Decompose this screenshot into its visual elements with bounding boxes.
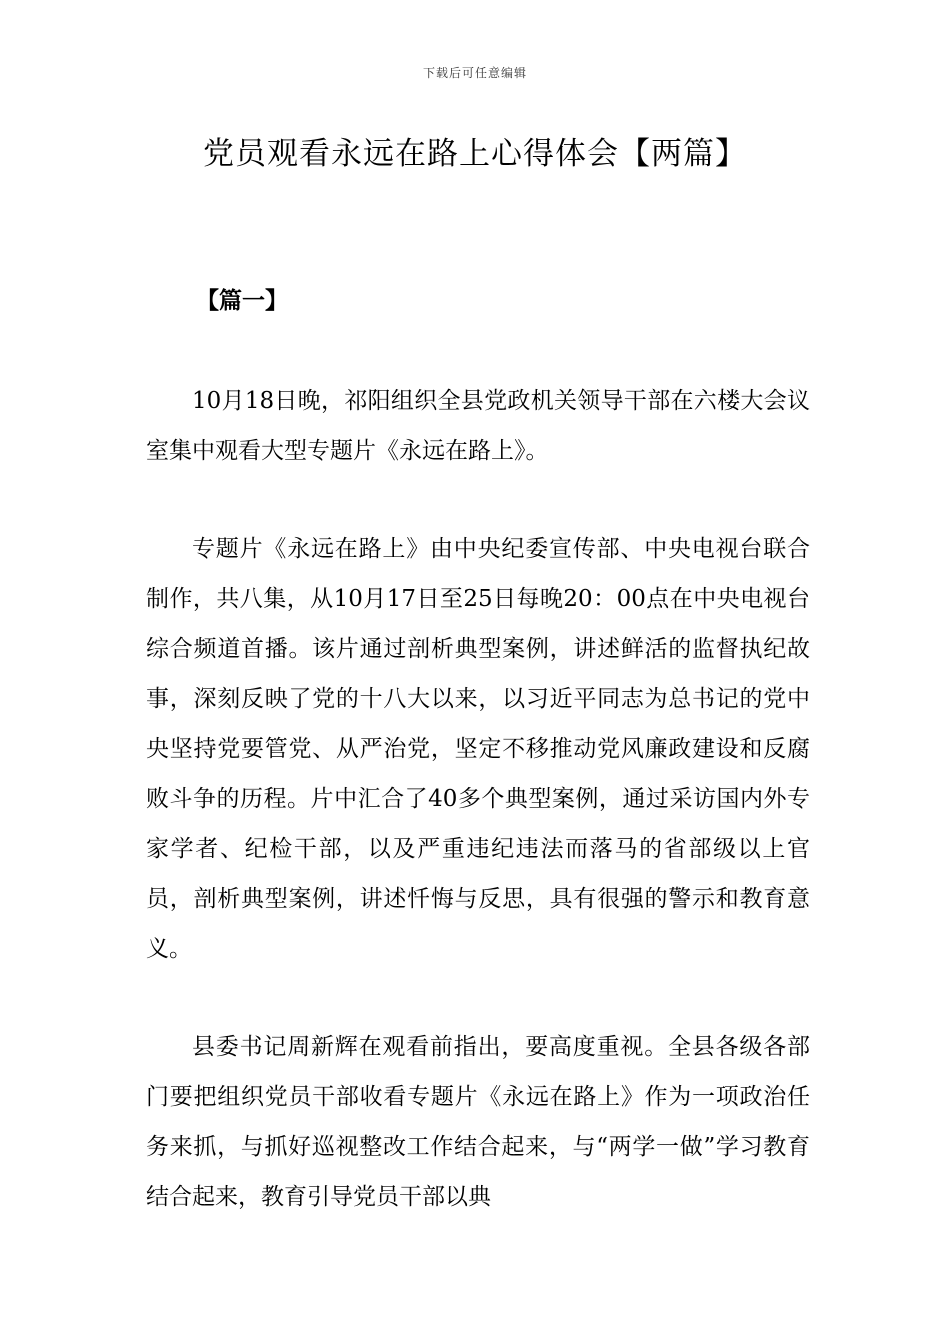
paragraph: 县委书记周新辉在观看前指出，要高度重视。全县各级各部门要把组织党员干部收看专题片《永远在路上》作为一项政治任务来抓，与抓好巡视整改工作结合起来，与“两学一做”学习教育结合起来，教育引导党员干部以典 (146, 1034, 810, 1210)
header-note: 下载后可任意编辑 (422, 66, 527, 80)
paragraph-1-block (146, 376, 810, 476)
document-title: 党员观看永远在路上心得体会【两篇】 (203, 136, 747, 172)
paragraph-2-block (146, 524, 810, 974)
paragraph-3-block (146, 1022, 810, 1222)
paragraph: 10月18日晚，祁阳组织全县党政机关领导干部在六楼大会议室集中观看大型专题片《永远在路上》。 (146, 388, 810, 464)
section-heading: 【篇一】 (196, 288, 288, 314)
paragraph: 专题片《永远在路上》由中央纪委宣传部、中央电视台联合制作，共八集，从10月17日至25日每晚20：00点在中央电视台综合频道首播。该片通过剖析典型案例，讲述鲜活的监督执纪故事，深刻反映了党的十八大以来，以习近平同志为总书记的党中央坚持党要管党、从严治党，坚定不移推动党风廉政建设和反腐败斗争的历程。片中汇合了40多个典型案例，通过采访国内外专家学者、纪检干部，以及严重违纪违法而落马的省部级以上官员，剖析典型案例，讲述忏悔与反思，具有很强的警示和教育意义。 (146, 536, 810, 962)
